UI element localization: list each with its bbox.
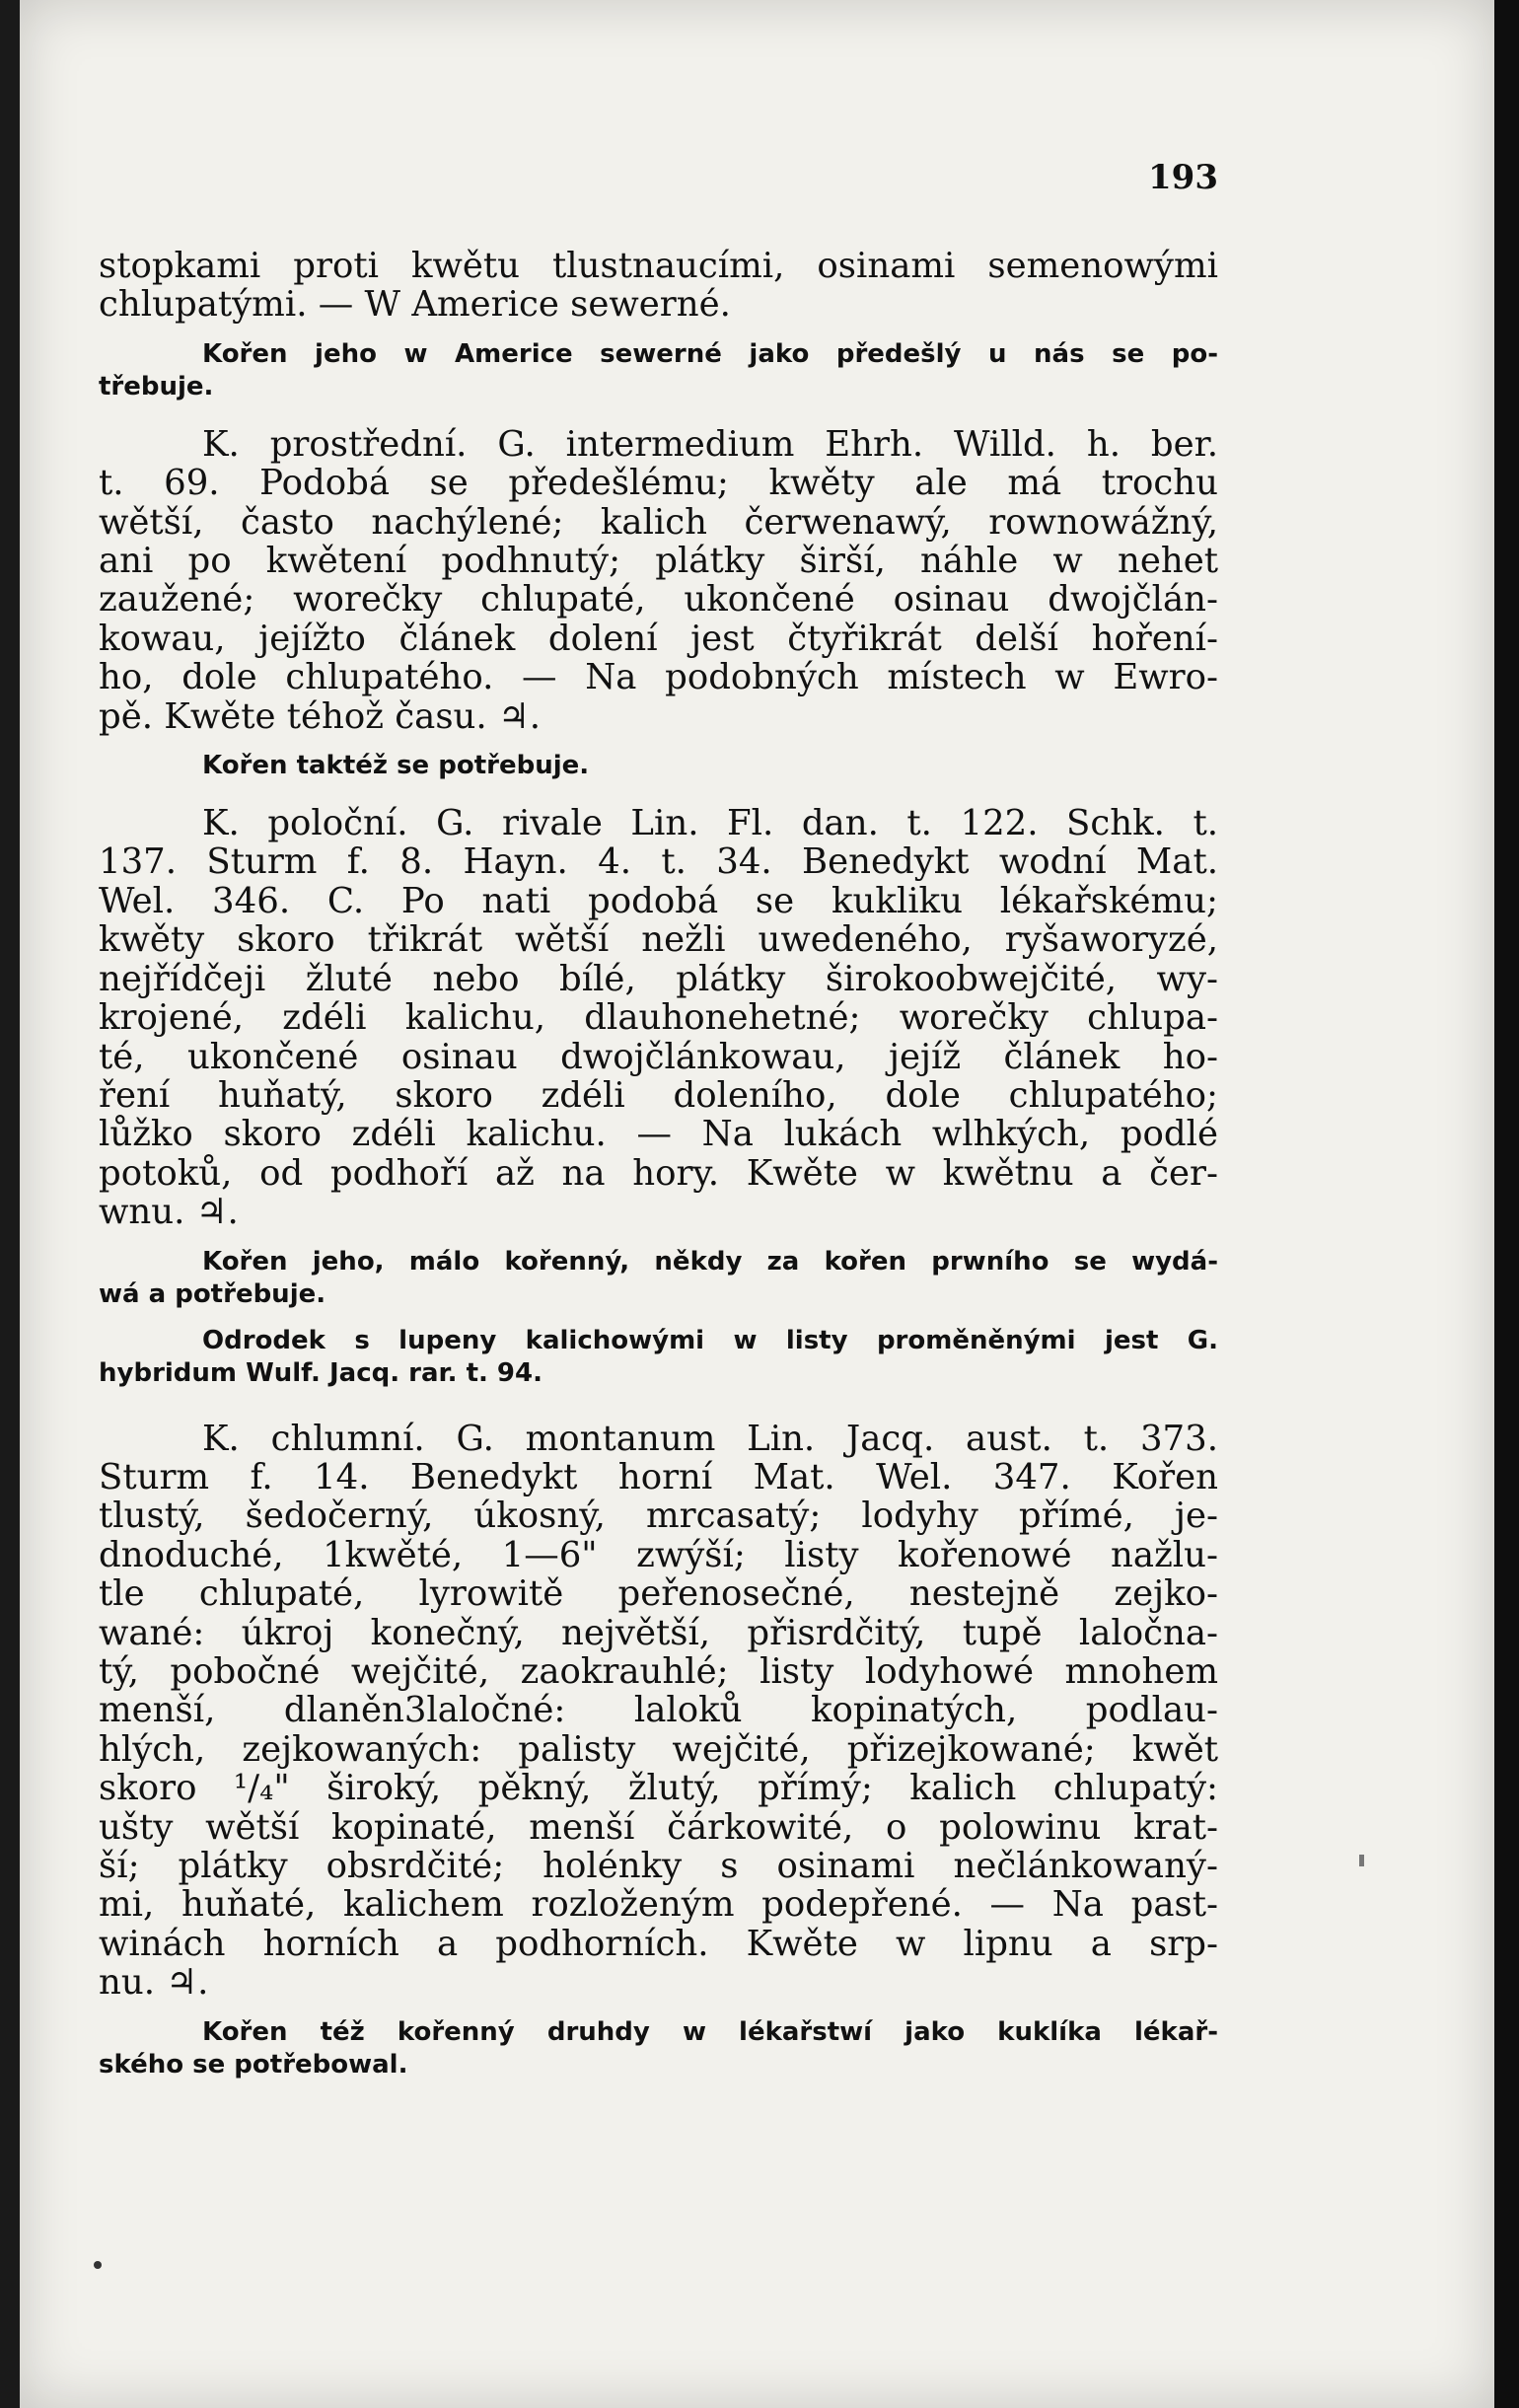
text-line: krojené, zdéli kalichu, dlauhonehetné; worečky chlupa-	[99, 997, 1218, 1039]
text-line: Wel. 346. C. Po nati podobá se kukliku lékařskému;	[99, 880, 1218, 921]
text-line: ření huňatý, skoro zdéli doleního, dole chlupatého;	[99, 1074, 1218, 1116]
paragraph-gap	[99, 782, 1218, 804]
paragraph-gap	[99, 325, 1218, 338]
text-line: nu. ♃.	[99, 1962, 209, 2004]
text-line: nejřídčeji žluté nebo bílé, plátky širokoobwejčité, wy-	[99, 958, 1218, 999]
text-line: lůžko skoro zdéli kalichu. — Na lukách wlhkých, podlé	[99, 1114, 1218, 1155]
text-line: dnoduché, 1kwěté, 1—6" zwýší; listy kořenowé nažlu-	[99, 1534, 1218, 1575]
paragraph-gap	[99, 2003, 1218, 2016]
text-line: skoro ¹/₄" široký, pěkný, žlutý, přímý; kalich chlupatý:	[99, 1768, 1218, 1809]
text-line: K. prostřední. G. intermedium Ehrh. Willd. h. ber.	[202, 423, 1218, 465]
text-line: hybridum Wulf. Jacq. rar. t. 94.	[99, 1357, 542, 1388]
text-line: Kořen jeho, málo kořenný, někdy za kořen prwního se wydá-	[202, 1246, 1218, 1277]
text-line: potoků, od podhoří až na hory. Kwěte w kwětnu a čer-	[99, 1152, 1218, 1194]
scan-mark	[1359, 1855, 1364, 1866]
text-line: ušty wětší kopinaté, menší čárkowité, o polowinu krat-	[99, 1806, 1218, 1848]
text-line: ší; plátky obsrdčité; holénky s osinami nečlánkowaný-	[99, 1846, 1218, 1886]
text-line: třebuje.	[99, 371, 214, 401]
text-line: wětší, často nachýlené; kalich čerwenawý, rownowážný,	[99, 501, 1218, 543]
text-line: tle chlupaté, lyrowitě peřenosečné, nestejně zejko-	[99, 1573, 1218, 1615]
text-line: té, ukončené osinau dwojčlánkowau, jejíž článek ho-	[99, 1036, 1218, 1077]
footnote-paragraph	[99, 1246, 1218, 1311]
text-line: hlých, zejkowaných: palisty wejčité, přizejkowané; kwět	[99, 1728, 1218, 1770]
footnote-paragraph	[99, 2016, 1218, 2081]
body-paragraph	[99, 1420, 1218, 2003]
text-line: Kořen jeho w Americe sewerné jako předešlý u nás se po-	[202, 338, 1218, 369]
text-line: Odrodek s lupeny kalichowými w listy proměněnými jest G.	[202, 1325, 1218, 1355]
text-line: winách horních a podhorních. Kwěte w lipnu a srp-	[99, 1923, 1218, 1964]
text-line: Kořen taktéž se potřebuje.	[202, 751, 590, 781]
scan-speck	[94, 2261, 102, 2269]
scan-left-edge	[0, 0, 20, 2408]
paragraph-gap	[99, 736, 1218, 750]
text-line: stopkami proti kwětu tlustnaucími, osinami semenowými	[99, 246, 1218, 286]
body-paragraph	[99, 247, 1218, 325]
paragraph-gap	[99, 1232, 1218, 1246]
text-line: K. poloční. G. rivale Lin. Fl. dan. t. 122. Schk. t.	[202, 803, 1218, 844]
page-number: 193	[1148, 158, 1218, 197]
paragraph-gap	[99, 1311, 1218, 1325]
text-line: Sturm f. 14. Benedykt horní Mat. Wel. 347. Kořen	[99, 1456, 1218, 1497]
text-line: wá a potřebuje.	[99, 1278, 326, 1309]
text-line: pě. Kwěte téhož času. ♃.	[99, 695, 542, 737]
text-line: K. chlumní. G. montanum Lin. Jacq. aust. t. 373.	[202, 1418, 1218, 1459]
text-line: ho, dole chlupatého. — Na podobných místech w Ewro-	[99, 657, 1218, 698]
text-line: ského se potřebowal.	[99, 2049, 408, 2080]
text-line: tý, pobočné wejčité, zaokrauhlé; listy lodyhowé mnohem	[99, 1650, 1218, 1692]
paragraph-gap	[99, 403, 1218, 425]
text-line: tlustý, šedočerný, úkosný, mrcasatý; lodyhy přímé, je-	[99, 1496, 1218, 1537]
page-text	[99, 247, 1218, 2081]
text-line: wnu. ♃.	[99, 1192, 239, 1233]
text-line: menší, dlaněn3laločné: laloků kopinatých, podlau-	[99, 1690, 1218, 1731]
text-line: wané: úkroj konečný, největší, přisrdčitý, tupě laločna-	[99, 1612, 1218, 1653]
text-line: kowau, jejížto článek dolení jest čtyřikrát delší hoření-	[99, 618, 1218, 659]
text-line: ani po kwětení podhnutý; plátky širší, náhle w nehet	[99, 541, 1218, 582]
text-line: zaužené; worečky chlupaté, ukončené osinau dwojčlán-	[99, 579, 1218, 620]
body-paragraph	[99, 425, 1218, 736]
footnote-paragraph	[99, 338, 1218, 403]
text-line: mi, huňaté, kalichem rozloženým podepřené. — Na past-	[99, 1884, 1218, 1926]
text-line: 137. Sturm f. 8. Hayn. 4. t. 34. Benedykt wodní Mat.	[99, 841, 1218, 883]
text-line: kwěty skoro třikrát wětší nežli uwedeného, ryšaworyzé,	[99, 919, 1218, 961]
text-line: chlupatými. — W Americe sewerné.	[99, 284, 731, 326]
paragraph-gap	[99, 1390, 1218, 1420]
body-paragraph	[99, 804, 1218, 1231]
scan-right-edge	[1494, 0, 1519, 2408]
footnote-paragraph	[99, 1325, 1218, 1390]
footnote-paragraph	[99, 750, 1218, 782]
text-line: Kořen též kořenný druhdy w lékařstwí jako kuklíka lékař-	[202, 2016, 1218, 2047]
text-line: t. 69. Podobá se předešlému; kwěty ale má trochu	[99, 463, 1218, 504]
